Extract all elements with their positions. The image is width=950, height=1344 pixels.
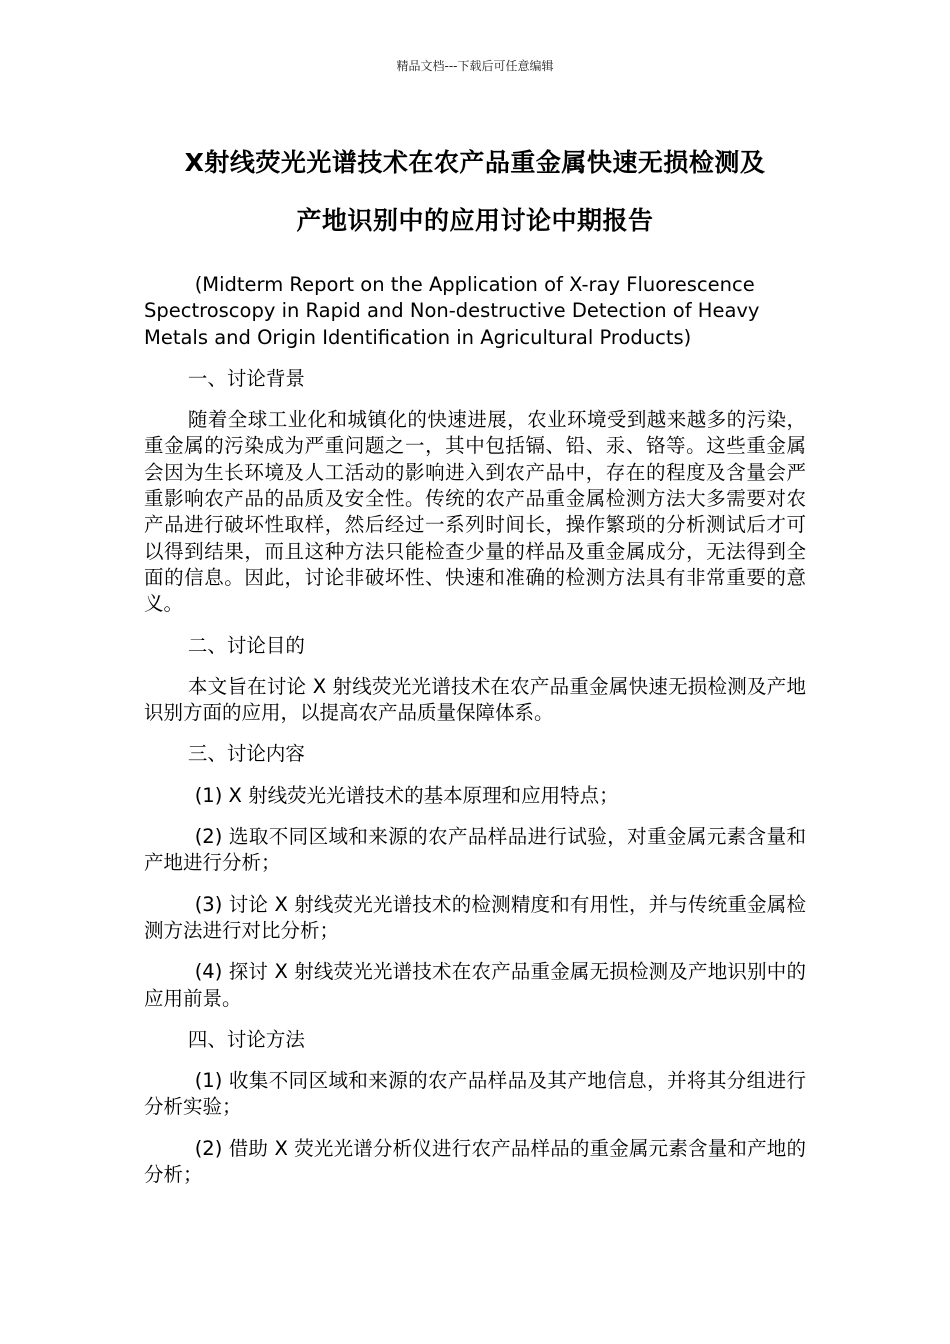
title-line-2: 产地识别中的应用讨论中期报告 [296, 206, 654, 235]
method-item-1: (1) 收集不同区域和来源的农产品样品及其产地信息，并将其分组进行分析实验； [144, 1069, 806, 1119]
content-item-4: (4) 探讨 X 射线荧光光谱技术在农产品重金属无损检测及产地识别中的应用前景。 [144, 960, 806, 1010]
english-subtitle: (Midterm Report on the Application of X-ray Fluorescence Spectroscopy in Rapid and Non-destructive Detection of Heavy Metals and Origin Identification in Agricultural Products) [144, 273, 760, 349]
page-header: 精品文档---下载后可任意编辑 [396, 59, 554, 73]
document-body [144, 272, 806, 1203]
content-item-1: (1) X 射线荧光光谱技术的基本原理和应用特点； [194, 783, 619, 807]
background-paragraph: 随着全球工业化和城镇化的快速进展，农业环境受到越来越多的污染，重金属的污染成为严重问题之一，其中包括镉、铅、汞、铬等。这些重金属会因为生长环境及人工活动的影响进入到农产品中，存在的程度及含量会严重影响农产品的品质及安全性。传统的农产品重金属检测方法大多需要对农产品进行破坏性取样，然后经过一系列时间长，操作繁琐的分析测试后才可以得到结果，而且这种方法只能检查少量的样品及重金属成分，无法得到全面的信息。因此，讨论非破坏性、快速和准确的检测方法具有非常重要的意义。 [144, 408, 806, 616]
section-heading-purpose: 二、讨论目的 [187, 633, 305, 657]
content-item-3: (3) 讨论 X 射线荧光光谱技术的检测精度和有用性，并与传统重金属检测方法进行对比分析； [144, 892, 806, 942]
section-heading-method: 四、讨论方法 [187, 1027, 305, 1051]
section-heading-content: 三、讨论内容 [187, 742, 305, 766]
purpose-paragraph: 本文旨在讨论 X 射线荧光光谱技术在农产品重金属快速无损检测及产地识别方面的应用，以提高农产品质量保障体系。 [144, 674, 806, 725]
document-title [140, 134, 810, 250]
content-item-2: (2) 选取不同区域和来源的农产品样品进行试验，对重金属元素含量和产地进行分析； [144, 825, 806, 875]
title-line-1: X射线荧光光谱技术在农产品重金属快速无损检测及 [184, 148, 766, 177]
method-item-2: (2) 借助 X 荧光光谱分析仪进行农产品样品的重金属元素含量和产地的分析； [144, 1136, 806, 1187]
section-heading-background: 一、讨论背景 [187, 366, 305, 390]
